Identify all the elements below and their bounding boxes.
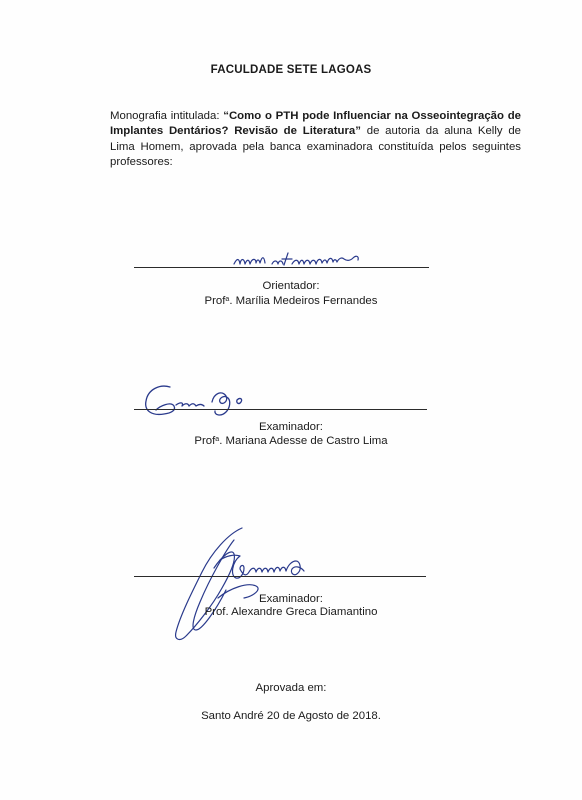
institution-heading: FACULDADE SETE LAGOAS — [210, 64, 372, 76]
examiner-2-signature — [160, 520, 340, 645]
approval-place-date: Santo André 20 de Agosto de 2018. — [201, 710, 381, 722]
intro-paragraph — [110, 109, 521, 171]
advisor-title-prefix: Prof — [204, 295, 226, 307]
monograph-title: “Como o PTH pode Influenciar na Osseointegração de Implantes Dentários? Revisão de Literatura” — [110, 110, 521, 138]
advisor-name — [0, 294, 582, 308]
advisor-title-suffix: a — [225, 296, 230, 303]
advisor-person: . Marília Medeiros Fernandes — [229, 295, 378, 307]
examiner-1-signature-line — [134, 409, 427, 410]
examiner-1-title-prefix: Prof — [194, 435, 216, 447]
examiner-2-name — [0, 605, 582, 619]
approval-label: Aprovada em: — [255, 682, 327, 694]
advisor-signature-line — [134, 267, 429, 268]
intro-suffix: de autoria da aluna Kelly de Lima Homem, aprovada pela banca examinadora constituída pelos seguintes professores: — [110, 125, 521, 169]
examiner-1-person: . Mariana Adesse de Castro Lima — [219, 435, 388, 447]
advisor-role: Orientador: — [262, 280, 320, 292]
examiner-1-signature — [142, 378, 282, 423]
intro-prefix: Monografia intitulada: — [110, 110, 224, 122]
examiner-1-role: Examinador: — [259, 421, 323, 433]
examiner-1-name — [0, 434, 582, 448]
examiner-2-person: Alexandre Greca Diamantino — [228, 606, 378, 618]
examiner-1-title-suffix: a — [215, 436, 220, 443]
advisor-signature — [228, 244, 378, 274]
examiner-2-signature-line — [134, 576, 426, 577]
examiner-2-role: Examinador: — [259, 593, 323, 605]
examiner-2-title-prefix: Prof. — [204, 606, 229, 618]
